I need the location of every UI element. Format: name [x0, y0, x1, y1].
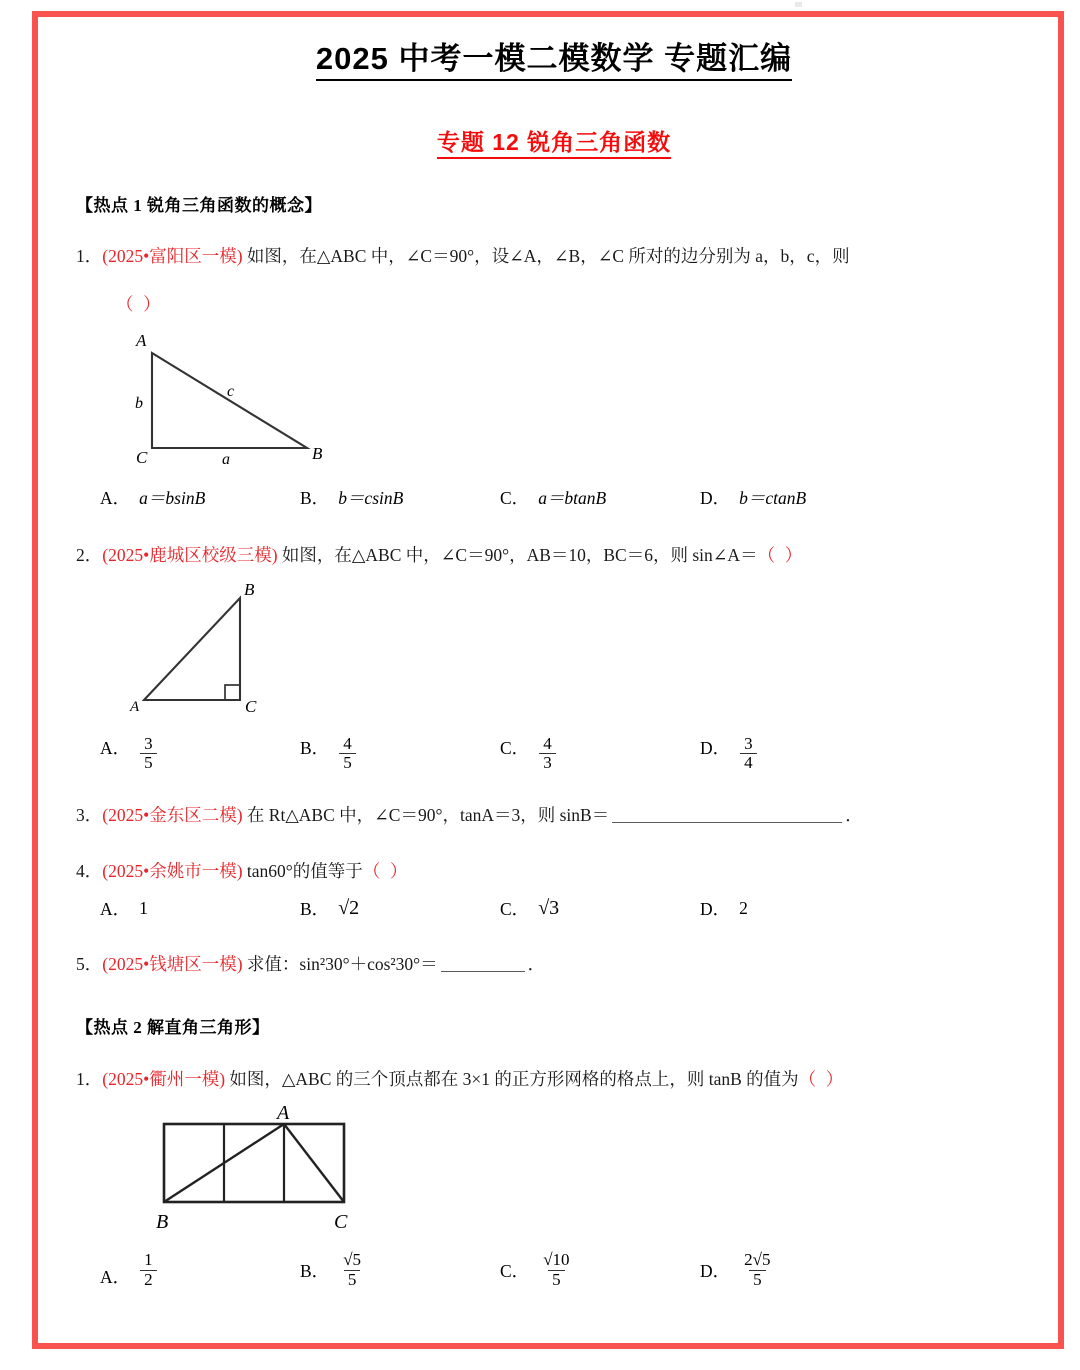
scan-artifact — [795, 2, 802, 7]
option-value: 2 — [739, 897, 748, 918]
option-label: D． — [700, 737, 731, 758]
option-fraction — [539, 735, 556, 773]
fraction-denominator: 4 — [740, 753, 757, 772]
label-a: a — [222, 450, 230, 468]
figure-question-2-1 — [76, 1102, 1032, 1245]
fraction-denominator: 3 — [539, 753, 556, 772]
option-A[interactable] — [100, 1251, 300, 1289]
question-number: 2． — [76, 544, 103, 565]
fraction-denominator: 5 — [344, 1270, 361, 1289]
figure-question-1-1 — [76, 328, 1032, 473]
option-D[interactable] — [700, 1251, 900, 1289]
option-value: √3 — [538, 896, 560, 919]
page-title — [76, 33, 1032, 82]
option-value: a＝btanB — [538, 487, 607, 508]
option-label: A． — [100, 487, 131, 508]
option-label: B． — [300, 487, 330, 508]
option-C[interactable] — [500, 485, 700, 510]
option-B[interactable] — [300, 735, 500, 773]
option-fraction — [339, 1251, 365, 1289]
option-B[interactable] — [300, 1251, 500, 1289]
right-triangle-abc-c-svg — [122, 578, 322, 718]
fraction-numerator: √10 — [543, 1250, 570, 1270]
question-source: (2025•金东区二模) — [102, 805, 243, 826]
label-c: c — [227, 382, 235, 400]
question-text: tan60°的值等于 — [246, 860, 363, 881]
option-C[interactable] — [500, 735, 700, 773]
fraction-numerator: 1 — [144, 1250, 153, 1270]
question-2-1 — [76, 1066, 1032, 1092]
subject-title — [76, 124, 1032, 157]
option-label: B． — [300, 737, 330, 758]
question-source: (2025•钱塘区一模) — [102, 953, 243, 974]
question-text: 如图，在△ABC 中，∠C＝90°，AB＝10，BC＝6，则 sin∠A＝ — [281, 544, 758, 565]
option-label: D． — [700, 898, 731, 919]
label-B: B — [156, 1211, 169, 1234]
label-B: B — [312, 443, 323, 463]
option-label: B． — [300, 898, 330, 919]
option-fraction — [140, 1251, 157, 1289]
question-number: 1． — [76, 246, 103, 266]
subject-title-text: 专题 12 锐角三角函数 — [437, 129, 671, 159]
answer-blank[interactable] — [612, 807, 842, 824]
option-fraction — [140, 735, 157, 773]
figure-question-1-2 — [76, 578, 1032, 723]
label-B: B — [244, 579, 255, 599]
grid-triangle-3x1-svg — [134, 1102, 394, 1240]
question-source: (2025•富阳区一模) — [102, 246, 243, 266]
page-content — [38, 17, 1070, 1355]
question-number: 4． — [76, 860, 103, 881]
fraction-numerator: 2√5 — [744, 1250, 771, 1270]
question-source: (2025•衢州一模) — [102, 1069, 226, 1090]
fraction-numerator: 3 — [144, 733, 153, 753]
option-fraction — [339, 735, 356, 773]
answer-paren: （ ） — [757, 544, 805, 565]
question-1-3 — [76, 802, 1032, 828]
option-label: A． — [100, 737, 131, 758]
label-A: A — [136, 330, 147, 350]
option-A[interactable] — [100, 735, 300, 773]
option-label: D． — [700, 487, 731, 508]
question-source: (2025•余姚市一模) — [102, 860, 243, 881]
question-text: 如图，在△ABC 中，∠C＝90°，设∠A，∠B，∠C 所对的边分别为 a，b，c，则 — [246, 246, 850, 266]
option-B[interactable] — [300, 485, 500, 510]
option-D[interactable] — [700, 896, 900, 921]
option-D[interactable] — [700, 485, 900, 510]
fraction-denominator: 2 — [140, 1270, 157, 1289]
option-label: B． — [300, 1260, 330, 1281]
option-value: a＝bsinB — [139, 487, 206, 508]
answer-paren: （ ） — [798, 1069, 846, 1090]
option-label: C． — [500, 898, 530, 919]
option-C[interactable] — [500, 896, 700, 921]
label-C: C — [136, 447, 148, 467]
fraction-denominator: 5 — [140, 753, 157, 772]
option-A[interactable] — [100, 896, 300, 921]
right-triangle-abc-svg — [122, 328, 337, 468]
options-question-2-1 — [76, 1251, 1032, 1289]
option-value: 1 — [139, 897, 148, 918]
question-suffix: ． — [527, 953, 546, 974]
label-A: A — [277, 1102, 290, 1125]
label-C: C — [334, 1211, 348, 1234]
question-text: 求值：sin²30°＋cos²30°＝ — [246, 953, 438, 974]
section-heading-2: 【热点 2 解直角三角形】 — [76, 1018, 270, 1038]
option-fraction — [740, 1251, 774, 1289]
option-value: √2 — [338, 896, 360, 919]
answer-paren: （ ） — [362, 860, 411, 881]
option-C[interactable] — [500, 1251, 700, 1289]
option-value: b＝csinB — [338, 487, 404, 508]
answer-paren: （ ） — [116, 294, 164, 315]
question-source: (2025•鹿城区校级三模) — [102, 544, 278, 565]
question-1-2 — [76, 542, 1032, 568]
option-label: C． — [500, 487, 530, 508]
question-text: 如图，△ABC 的三个顶点都在 3×1 的正方形网格的格点上，则 tanB 的值为 — [229, 1069, 799, 1090]
options-question-1-2 — [76, 735, 1032, 773]
question-number: 5． — [76, 953, 103, 974]
question-suffix: ． — [845, 805, 863, 826]
option-label: D． — [700, 1260, 731, 1281]
fraction-denominator: 5 — [548, 1270, 565, 1289]
question-1-4 — [76, 858, 1032, 884]
label-b: b — [135, 394, 143, 412]
section-heading-1: 【热点 1 锐角三角函数的概念】 — [76, 196, 322, 215]
options-question-1-4 — [76, 896, 1032, 921]
option-label: A． — [100, 898, 131, 919]
page-frame — [32, 11, 1064, 1349]
label-C: C — [245, 696, 257, 716]
option-B[interactable] — [300, 896, 500, 921]
option-label: A． — [100, 1267, 131, 1288]
fraction-denominator: 5 — [749, 1270, 766, 1289]
fraction-denominator: 5 — [339, 753, 356, 772]
option-fraction — [740, 735, 757, 773]
option-label: C． — [500, 1260, 530, 1281]
question-1-1-choice-paren — [116, 291, 1032, 317]
fraction-numerator: 4 — [343, 733, 352, 753]
question-number: 1． — [76, 1069, 103, 1090]
question-1-5 — [76, 951, 1032, 977]
question-text: 在 Rt△ABC 中，∠C＝90°，tanA＝3，则 sinB＝ — [246, 805, 610, 826]
fraction-numerator: √5 — [343, 1250, 362, 1270]
option-label: C． — [500, 737, 530, 758]
fraction-numerator: 4 — [543, 733, 552, 753]
answer-blank[interactable] — [441, 955, 525, 972]
option-fraction — [539, 1251, 573, 1289]
question-number: 3． — [76, 805, 103, 826]
option-D[interactable] — [700, 735, 900, 773]
option-value: b＝ctanB — [739, 487, 807, 508]
question-1-1 — [76, 243, 1032, 269]
fraction-numerator: 3 — [744, 733, 753, 753]
option-A[interactable] — [100, 485, 300, 510]
label-A: A — [130, 698, 140, 715]
options-question-1-1 — [76, 485, 1032, 510]
page-title-text: 2025 中考一模二模数学 专题汇编 — [316, 41, 792, 81]
